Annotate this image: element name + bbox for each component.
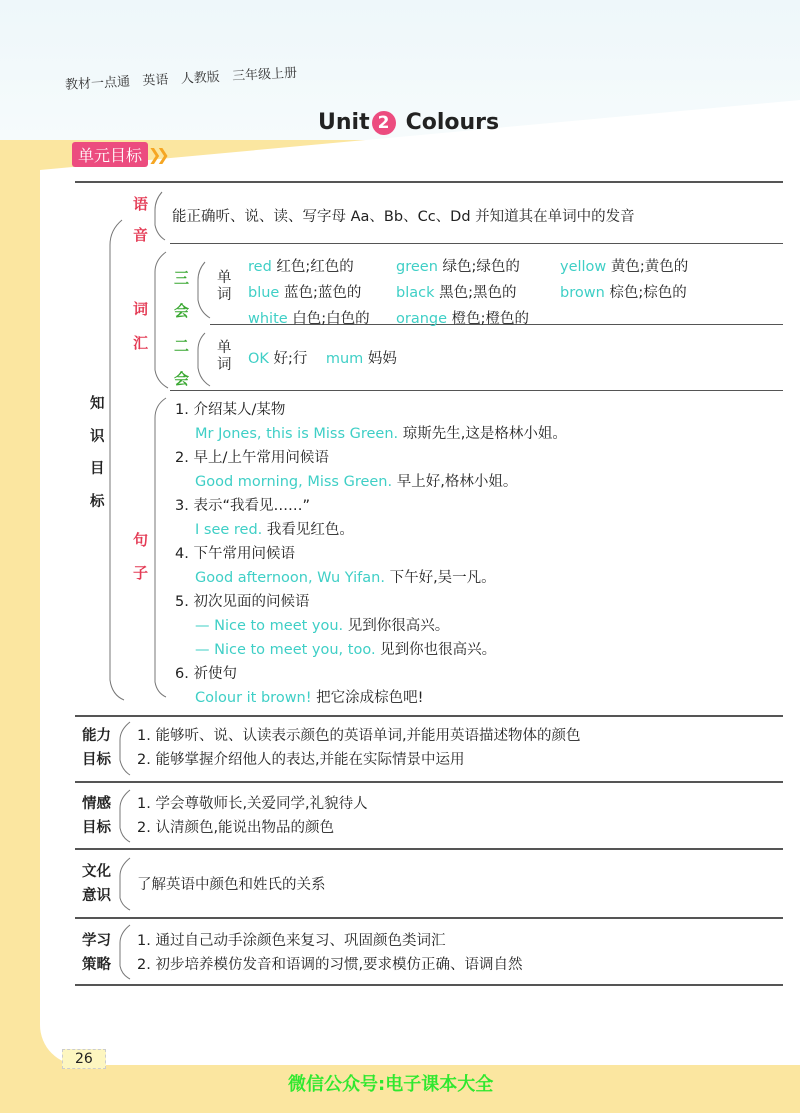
level3-label <box>174 262 189 328</box>
word-en: red <box>248 259 272 275</box>
sentence-title: 3. 表示“我看见……” <box>175 498 310 514</box>
label-char: 三 <box>174 269 190 287</box>
goal-item: 1. 学会尊敬师长,关爱同学,礼貌待人 <box>137 796 368 812</box>
brace <box>155 398 166 697</box>
sentence-en: — Nice to meet you, too. <box>195 642 376 658</box>
brace <box>120 925 130 979</box>
word-en: brown <box>560 285 605 301</box>
label-line: 策略 <box>82 957 111 973</box>
sentence-example <box>175 422 567 446</box>
label-char: 汇 <box>133 334 149 352</box>
phonics-label <box>133 189 148 251</box>
label-char: 单 <box>217 270 232 286</box>
vocab-item <box>248 281 396 302</box>
label-line: 学习 <box>82 933 111 949</box>
word-zh: 棕色;棕色的 <box>609 285 687 301</box>
goal-label <box>82 792 111 840</box>
goal-item: 2. 认清颜色,能说出物品的颜色 <box>137 820 335 836</box>
label-char: 子 <box>133 564 149 582</box>
sentence-zh: 见到你也很高兴。 <box>380 642 497 658</box>
word-zh: 橙色;橙色的 <box>451 311 530 327</box>
edition: 人教版 <box>180 69 221 87</box>
vocab-row <box>248 347 397 368</box>
phonics-text: 能正确听、说、读、写字母 Aa、Bb、Cc、Dd 并知道其在单词中的发音 <box>172 209 635 225</box>
knowledge-goal-label <box>90 388 106 518</box>
label-char: 目 <box>90 461 105 477</box>
goal-label <box>82 724 111 772</box>
label-line: 文化 <box>82 864 111 880</box>
vocab-item <box>560 281 720 302</box>
sentence-example <box>175 686 567 710</box>
word-zh: 黑色;黑色的 <box>439 285 517 301</box>
brace <box>198 262 210 318</box>
word-zh: 妈妈 <box>367 351 397 367</box>
sentence-en: Good morning, Miss Green. <box>195 474 393 490</box>
vocab-item <box>560 255 720 276</box>
sentence-zh: 琼斯先生,这是格林小姐。 <box>402 426 567 442</box>
brace <box>198 333 210 386</box>
label-line: 情感 <box>82 796 111 812</box>
label-line: 能力 <box>82 728 111 744</box>
sentence-zh: 见到你很高兴。 <box>347 618 450 634</box>
word-zh: 好;行 <box>273 351 308 367</box>
brace <box>120 722 130 775</box>
word-zh: 绿色;绿色的 <box>442 259 520 275</box>
vocab-item <box>396 281 560 302</box>
sentence-title: 2. 早上/上午常用问候语 <box>175 450 329 466</box>
word-en: yellow <box>560 259 607 275</box>
word-en: OK <box>248 351 269 367</box>
word-zh: 蓝色;蓝色的 <box>283 285 362 301</box>
label-char: 二 <box>174 337 190 355</box>
label-line: 意识 <box>82 888 111 904</box>
word-zh: 红色;红色的 <box>276 259 354 275</box>
goal-label <box>82 929 111 977</box>
label-char: 识 <box>90 428 105 445</box>
sentence-en: Good afternoon, Wu Yifan. <box>195 570 385 586</box>
label-line: 目标 <box>82 752 111 768</box>
label-char: 会 <box>174 302 190 320</box>
word-en: green <box>396 259 438 275</box>
word-zh: 黄色;黄色的 <box>610 259 689 275</box>
goal-label <box>82 860 111 908</box>
word-en: black <box>396 285 435 301</box>
vocab-item <box>396 307 560 328</box>
label-char: 音 <box>133 226 149 244</box>
words-type-label <box>217 270 232 304</box>
sentence-en: Colour it brown! <box>195 690 312 706</box>
label-char: 单 <box>217 340 232 356</box>
goal-item: 了解英语中颜色和姓氏的关系 <box>137 877 326 893</box>
vocab-grid <box>248 255 720 328</box>
double-chevron-icon: ❯❯ <box>148 145 165 164</box>
word-en: mum <box>325 351 364 367</box>
vocab-item <box>396 255 560 276</box>
sentence-zh: 把它涂成棕色吧! <box>316 690 424 706</box>
book-name: 教材一点通 <box>64 74 131 93</box>
word-en: orange <box>396 311 448 327</box>
vocab-item <box>248 255 396 276</box>
sentences-label <box>133 524 148 590</box>
label-char: 词 <box>217 287 232 303</box>
sentence-title: 4. 下午常用问候语 <box>175 546 295 562</box>
label-char: 句 <box>133 531 149 549</box>
sentence-en: — Nice to meet you. <box>195 618 344 634</box>
brace <box>155 192 165 240</box>
vocab-item <box>248 307 396 328</box>
label-char: 标 <box>90 493 105 510</box>
sentence-title: 5. 初次见面的问候语 <box>175 594 310 610</box>
brace <box>110 220 124 700</box>
sentence-zh: 早上好,格林小姐。 <box>396 474 518 490</box>
label-char: 会 <box>174 370 190 388</box>
brace <box>120 858 130 910</box>
brace <box>120 790 130 842</box>
unit-number-badge: 2 <box>372 111 396 135</box>
level2-label <box>174 330 189 396</box>
grade: 三年级上册 <box>231 65 298 85</box>
sentence-title: 1. 介绍某人/某物 <box>175 402 286 418</box>
sentence-title: 6. 祈使句 <box>175 666 237 682</box>
word-en: white <box>248 311 288 327</box>
goal-item: 2. 能够掌握介绍他人的表达,并能在实际情景中运用 <box>137 752 465 768</box>
label-char: 词 <box>217 357 232 373</box>
sentence-example <box>175 470 567 494</box>
label-char: 词 <box>133 300 149 318</box>
unit-name: Colours <box>405 110 500 135</box>
word-zh: 白色;白色的 <box>292 311 370 327</box>
vocab-label <box>133 292 148 360</box>
goal-item: 1. 能够听、说、认读表示颜色的英语单词,并能用英语描述物体的颜色 <box>137 728 581 744</box>
sentence-example <box>175 518 567 542</box>
label-line: 目标 <box>82 820 111 836</box>
sentence-en: Mr Jones, this is Miss Green. <box>195 426 399 442</box>
watermark: 微信公众号:电子课本大全 <box>288 1074 494 1095</box>
sentence-example <box>175 566 567 590</box>
sentence-zh: 我看见红色。 <box>266 522 354 538</box>
label-char: 语 <box>133 195 149 213</box>
label-char: 知 <box>90 396 105 412</box>
sentence-zh: 下午好,吴一凡。 <box>389 570 496 586</box>
sentence-example <box>175 638 567 662</box>
word-en: blue <box>248 285 280 301</box>
sentence-en: I see red. <box>195 522 263 538</box>
subject: 英语 <box>142 72 169 89</box>
brace <box>155 252 168 388</box>
goal-item: 2. 初步培养模仿发音和语调的习惯,要求模仿正确、语调自然 <box>137 957 523 973</box>
words-type-label <box>217 340 232 374</box>
page-number: 26 <box>62 1049 106 1069</box>
unit-label: Unit <box>318 110 370 135</box>
goal-item: 1. 通过自己动手涂颜色来复习、巩固颜色类词汇 <box>137 933 446 949</box>
sentence-list <box>175 398 567 710</box>
section-tag-label: 单元目标 <box>72 142 148 167</box>
sentence-example <box>175 614 567 638</box>
